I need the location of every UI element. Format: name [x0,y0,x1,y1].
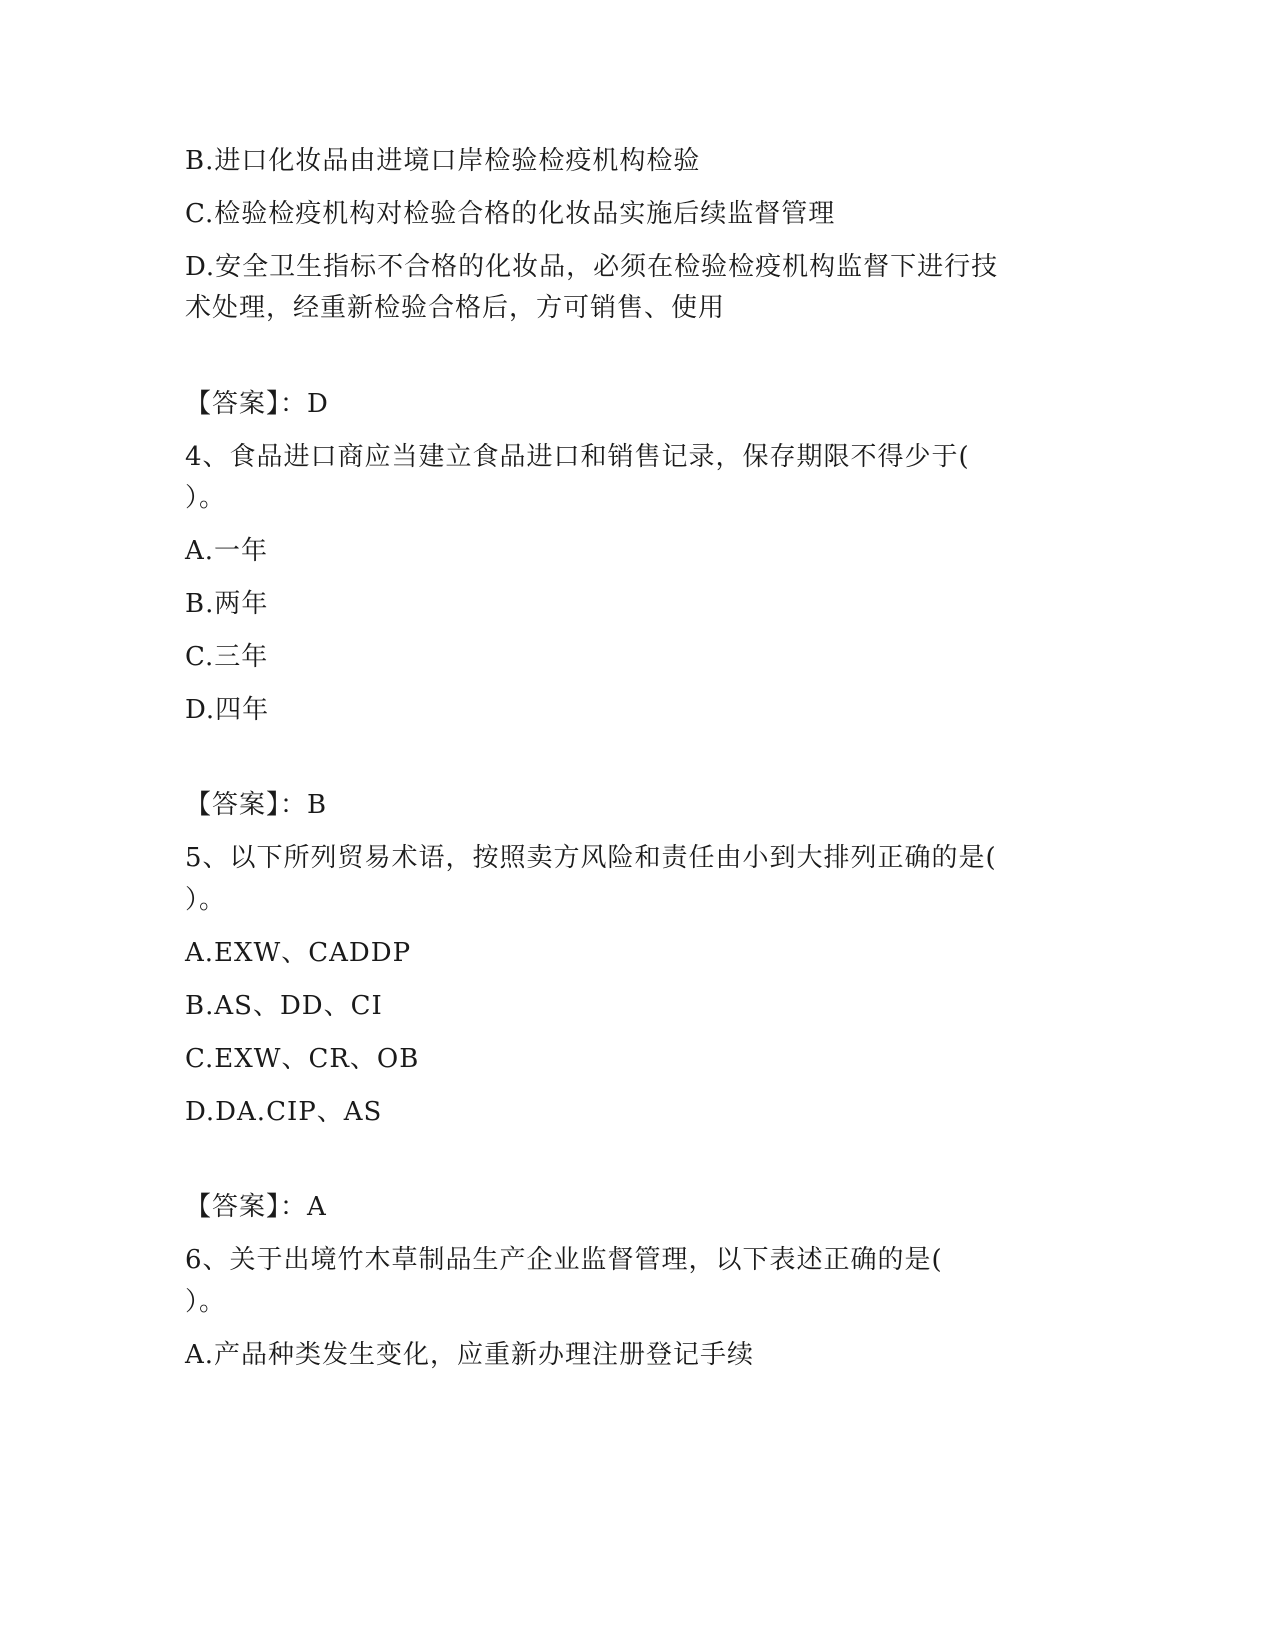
q4-option-b: B.两年 [185,589,269,619]
q3-option-b: B.进口化妆品由进境口岸检验检疫机构检验 [185,146,701,176]
q5-stem-line2: ）。 [185,885,227,915]
q4-stem-line2: ）。 [185,483,227,513]
q4-option-a: A.一年 [185,536,269,566]
q3-answer: 【答案】：D [185,389,329,419]
q4-option-d: D.四年 [185,695,270,725]
q6-stem-line1: 6、关于出境竹木草制品生产企业监督管理，以下表述正确的是( [185,1245,943,1275]
q6-option-a: A.产品种类发生变化，应重新办理注册登记手续 [185,1340,755,1370]
q5-option-b: B.AS、DD、CI [185,991,383,1021]
q5-option-d: D.DA.CIP、AS [185,1097,383,1127]
q3-option-d-line2: 术处理，经重新检验合格后，方可销售、使用 [185,293,726,323]
q6-stem-line2: ）。 [185,1287,227,1317]
q3-option-d-line1: D.安全卫生指标不合格的化妆品，必须在检验检疫机构监督下进行技 [185,252,999,282]
q3-option-c: C.检验检疫机构对检验合格的化妆品实施后续监督管理 [185,199,836,229]
q4-option-c: C.三年 [185,642,269,672]
q4-stem-line1: 4、食品进口商应当建立食品进口和销售记录，保存期限不得少于( [185,442,970,472]
q5-answer: 【答案】：A [185,1192,327,1222]
q4-answer: 【答案】：B [185,790,328,820]
q5-stem-line1: 5、以下所列贸易术语，按照卖方风险和责任由小到大排列正确的是( [185,843,997,873]
q5-option-a: A.EXW、CADDP [185,938,412,968]
q5-option-c: C.EXW、CR、OB [185,1044,420,1074]
